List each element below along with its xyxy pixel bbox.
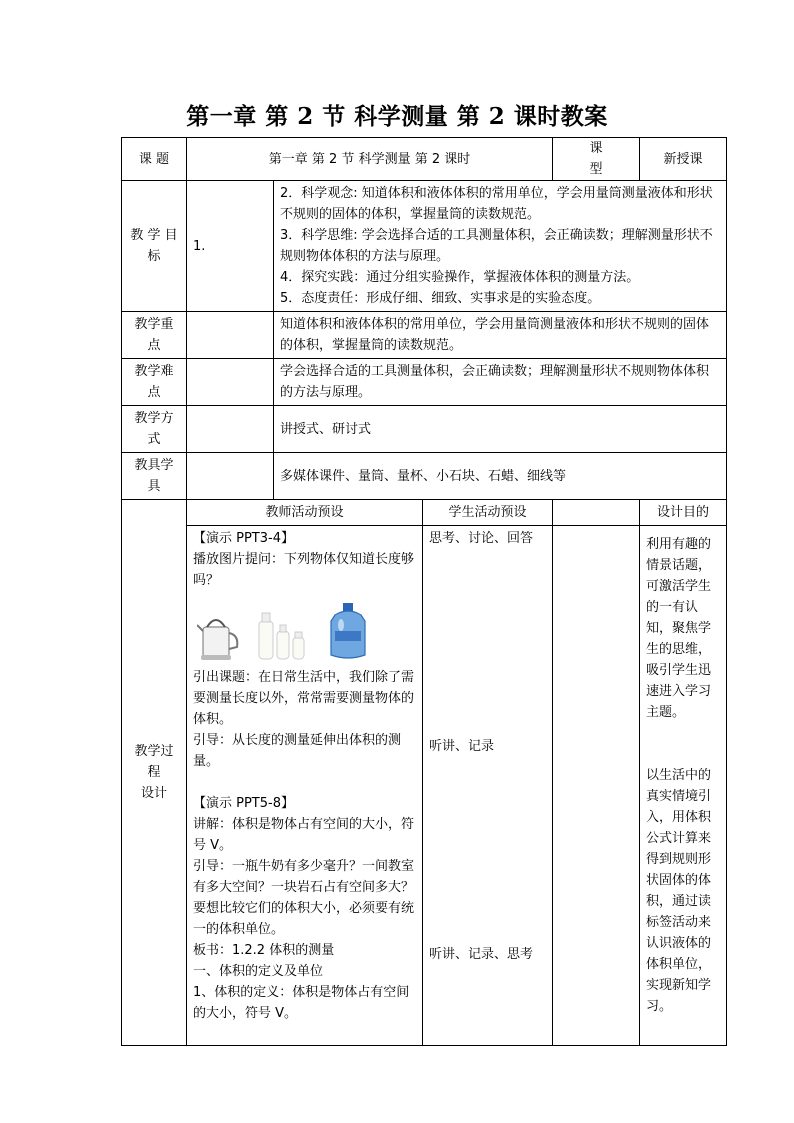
tools-text: 多媒体课件、量筒、量杯、小石块、石蜡、细线等 [274, 453, 727, 500]
row-objectives [122, 181, 727, 312]
objective-item: 5．态度责任：形成仔细、细致、实事求是的实验态度。 [280, 291, 601, 306]
label-type: 课 型 [553, 138, 640, 181]
illustration-row [197, 599, 416, 661]
empty-cell [553, 526, 640, 1046]
row-difficulties [122, 359, 727, 406]
water-jug-icon [325, 601, 371, 661]
col-student-header: 学生活动预设 [423, 500, 553, 526]
teacher-intro: 【演示 PPT3-4】 播放图片提问：下列物体仅知道长度够吗？ [193, 531, 415, 588]
design-purpose [640, 526, 727, 1046]
objectives-list [274, 181, 727, 312]
objective-item: 4．探究实践：通过分组实验操作，掌握液体体积的测量方法。 [280, 270, 640, 285]
row-process-header [122, 500, 727, 526]
student-activity-1: 思考、讨论、回答 [429, 531, 534, 546]
row-process-body [122, 526, 727, 1046]
milk-bottles-icon [255, 607, 311, 661]
objective-item: 2．科学观念: 知道体积和液体体积的常用单位，学会用量筒测量液体和形状不规则的固体的体积，掌握量筒的读数规范。 [280, 186, 713, 222]
spacer [646, 723, 720, 765]
row-method [122, 406, 727, 453]
empty-cell [187, 359, 274, 406]
col-purpose-header: 设计目的 [640, 500, 727, 526]
page-title: 第一章 第 2 节 科学测量 第 2 课时教案 [186, 103, 608, 130]
col-teacher-header: 教师活动预设 [187, 500, 423, 526]
teacher-explain: 【演示 PPT5-8】 讲解：体积是物体占有空间的大小，符号 V。 引导：一瓶牛奶有多少毫升？一间教室有多大空间？一块岩石占有空间多大？要想比较它们的体积大小，必须要有统一的体积单位。 板书：1.2.2 体积的测量 一、体积的定义及单位 1、体积的定义：体积是物体占有空间的大小，符号 V。 [193, 796, 415, 1021]
empty-cell [187, 406, 274, 453]
topic-value: 第一章 第 2 节 科学测量 第 2 课时 [187, 138, 553, 181]
empty-cell [187, 312, 274, 359]
label-difficulties: 教学难 点 [122, 359, 187, 406]
row-key-points [122, 312, 727, 359]
empty-cell [187, 453, 274, 500]
student-activity-3: 听讲、记录、思考 [429, 947, 534, 962]
label-method: 教学方 式 [122, 406, 187, 453]
difficulties-text: 学会选择合适的工具测量体积，会正确读数；理解测量形状不规则物体体积的方法与原理。 [274, 359, 727, 406]
purpose-1: 利用有趣的情景话题，可激活学生的一有认知，聚焦学生的思维，吸引学生迅速进入学习主题。 [646, 537, 712, 720]
key-points-text: 知道体积和液体体积的常用单位，学会用量筒测量液体和形状不规则的固体的体积，掌握量筒的读数规范。 [274, 312, 727, 359]
row-topic [122, 138, 727, 181]
spacer [429, 757, 546, 944]
purpose-2: 以生活中的真实情境引入，用体积公式计算来得到规则形状固体的体积，通过读标签活动来认识液体的体积单位，实现新知学习。 [646, 768, 712, 1014]
label-topic: 课 题 [122, 138, 187, 181]
label-process: 教学过 程 设计 [122, 500, 187, 1046]
label-objectives: 教 学 目 标 [122, 181, 187, 312]
spacer [193, 772, 416, 793]
objectives-num: 1. [187, 181, 274, 312]
spacer [429, 549, 546, 736]
type-value: 新授课 [640, 138, 727, 181]
teacher-activities [187, 526, 423, 1046]
objective-item: 3．科学思维: 学会选择合适的工具测量体积，会正确读数；理解测量形状不规则物体体积的方法与原理。 [280, 228, 713, 264]
empty-cell [553, 500, 640, 526]
teacher-lead-in: 引出课题：在日常生活中，我们除了需要测量长度以外，常常需要测量物体的体积。 引导：从长度的测量延伸出体积的测量。 [193, 670, 415, 769]
label-key-points: 教学重 点 [122, 312, 187, 359]
kettle-icon [197, 611, 241, 661]
lesson-plan-table [121, 137, 727, 1046]
student-activity-2: 听讲、记录 [429, 739, 495, 754]
student-activities [423, 526, 553, 1046]
row-tools [122, 453, 727, 500]
method-text: 讲授式、研讨式 [274, 406, 727, 453]
label-tools: 教具学 具 [122, 453, 187, 500]
